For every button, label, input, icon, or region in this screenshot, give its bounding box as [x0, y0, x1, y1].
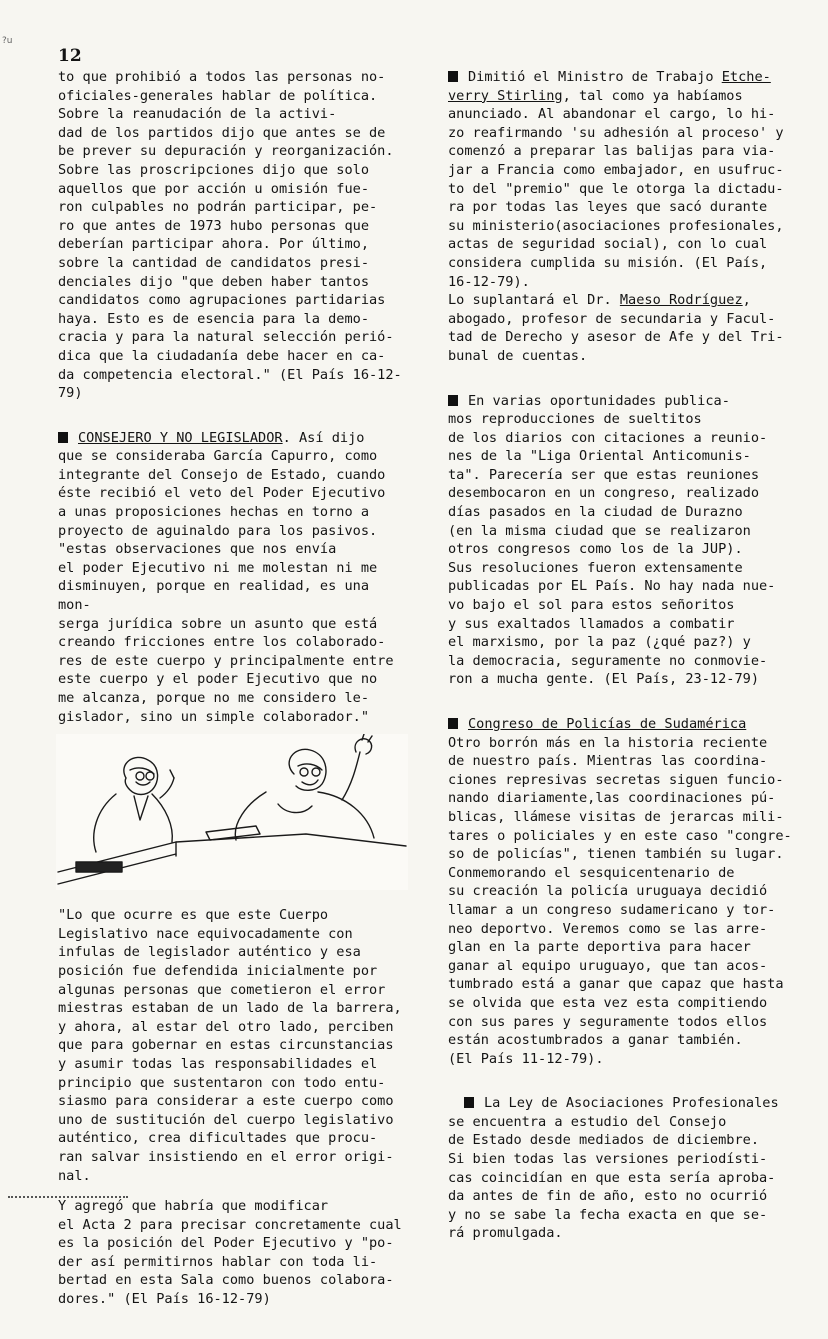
suplantara-prefix: Lo suplantará el Dr. — [448, 292, 620, 309]
consejero-heading: CONSEJERO Y NO LEGISLADOR — [78, 429, 283, 446]
consejero-text: . Así dijo que se consideraba García Capurro, como integrante del Consejo de Estado, cuando éste recibió el veto del Poder Ejecutivo a unas proposiciones hechas en torno a proyecto de aguinaldo para los pasivos. "estas observaciones que nos envía el poder Ejecutivo ni me molestan ni me disminuyen, porque en realidad, es una mon- serga jurídica sobre un asunto que está creando fricciones entre los colaborado- res de este cuerpo y principalmente entre este cuerpo y el poder Ejecutivo que no me alcanza, porque no me considero le- gislador, sino un simple colaborador." — [58, 429, 394, 725]
dimitio-paragraph — [448, 68, 793, 291]
article-ley — [448, 1094, 793, 1243]
suplantara-name: Maeso Rodríguez — [619, 292, 743, 309]
bullet-icon — [448, 395, 458, 406]
article-liga — [448, 392, 793, 690]
consejero-paragraph — [58, 429, 408, 727]
liga-text: En varias oportunidades publica- mos reproducciones de sueltitos de los diarios con citaciones a reunio- nes de la "Liga Oriental Anticomunis- ta". Parecería ser que estas reuniones desembocaron en un congreso, realizado días pasados en la ciudad de Durazno (en la misma ciudad que se realizaron otros congresos como los de la JUP). Sus resoluciones fueron extensamente publicadas por EL País. No hay nada nue- vo bajo el sol para estos señoritos y sus exaltados llamados a combatir el marxismo, por la paz (¿qué paz?) y la democracia, seguramente no conmovie- ron a mucha gente. (El País, 23-12-79) — [448, 392, 776, 688]
congreso-text: Otro borrón más en la historia reciente de nuestro país. Mientras las coordina- ciones represivas secretas siguen funcio- nando diariamente,las coordinaciones pú- blicas, llámese visitas de jerarcas mili- tares o policiales y en este caso "congre- so de policías", tienen también su lugar. Conmemorando el sesquicentenario de su creación la policía uruguaya decidió llamar a un congreso sudamericano y tor- neo deportvo. Veremos como se las arre- glan en la parte deportiva para hacer ganar al equipo uruguayo, que tan acos- tumbrado está a ganar que capaz que hasta se olvida que esta vez esta compitiendo con sus pares y seguramente todos ellos están acostumbrados a ganar también. (El País 11-12-79). — [448, 734, 792, 1067]
suplantara-text: , abogado, profesor de secundaria y Facul- tad de Derecho y asesor de Afe y del Tri- bunal de cuentas. — [448, 292, 784, 364]
dimitio-name: Etche- verry Stirling — [448, 69, 771, 104]
article-intro — [58, 68, 408, 403]
ley-text: La Ley de Asociaciones Profesionales se encuentra a estudio del Consejo de Estado desde mediados de diciembre. Si bien todas las versiones periodísti- cas coincidían en que esta sería aproba- da antes de fin de año, esto no ocurrió y no se sabe la fecha exacta en que se- rá promulgada. — [448, 1095, 779, 1242]
article-suplantara — [448, 291, 793, 365]
bullet-icon — [58, 432, 68, 443]
dimitio-prefix: Dimitió el Ministro de Trabajo — [468, 69, 722, 85]
right-column — [448, 68, 793, 1273]
bullet-icon — [464, 1097, 474, 1108]
article-quote — [58, 906, 408, 1185]
congreso-heading: Congreso de Policías de Sudamérica — [468, 716, 747, 732]
article-consejero — [58, 429, 408, 727]
intro-paragraph: to que prohibió a todos las personas no- oficiales-generales hablar de política. Sobre la reanudación de la activi- dad de los partidos dijo que antes se de be prever su depuración y reorganización. Sobre las proscripciones dijo que solo aquellos que por acción u omisión fue- ron culpables no podrán participar, pe- ro que antes de 1973 hubo personas que deberían participar ahora. Por último, sobre la cantidad de candidatos presi- denciales dijo "que deben haber tantos candidatos como agrupaciones partidarias haya. Esto es de esencia para la demo- cracia y para la natural selección perió- dica que la ciudadanía debe hacer en ca- da competencia electoral." (El País 16-12-79) — [58, 69, 402, 402]
suplantara-paragraph — [448, 291, 793, 365]
closing-paragraph: Y agregó que habría que modificar el Acta 2 para precisar concretamente cual es la posición del Poder Ejecutivo y "po- der así permitirnos hablar con toda li- bertad en esta Sala como buenos colabora- dores." (El País 16-12-79) — [58, 1198, 402, 1308]
ley-paragraph — [448, 1094, 793, 1243]
article-dimitio — [448, 68, 793, 291]
article-congreso — [448, 715, 793, 1068]
cartoon-illustration — [56, 734, 408, 890]
congreso-paragraph — [448, 715, 793, 1068]
quote-paragraph: "Lo que ocurre es que este Cuerpo Legislativo nace equivocadamente con infulas de legislador auténtico y esa posición fue defendida inicialmente por algunas personas que cometieron el error miestras estaban de un lado de la barrera, y ahora, al estar del otro lado, perciben que para gobernar en estas circunstancias y asumir todas las responsabilidades el principio que sustentaron con todo entu- siasmo para considerar a este cuerpo como uno de sustitución del cuerpo legislativo auténtico, crea dificultades que procu- ran salvar insistiendo en el error origi- nal. — [58, 907, 402, 1184]
corner-mark: ?u — [2, 36, 13, 46]
bullet-icon — [448, 718, 458, 729]
bullet-icon — [448, 71, 458, 82]
left-column — [58, 68, 408, 1339]
article-closing — [58, 1197, 408, 1309]
dimitio-text: , tal como ya habíamos anunciado. Al abandonar el cargo, lo hi- zo reafirmando 'su adhesión al proceso' y comenzó a preparar las balijas para via- jar a Francia como embajador, en usufruc- to del "premio" que le otorga la dictadu- ra por todas las leyes que sacó durante su ministerio(asociaciones profesionales, actas de seguridad social), con lo cual considera cumplida su misión. (El País, 16-12-79). — [448, 87, 784, 290]
liga-paragraph — [448, 392, 793, 690]
footer-scan-mark — [8, 1196, 128, 1201]
page-number: 12 — [58, 46, 82, 66]
